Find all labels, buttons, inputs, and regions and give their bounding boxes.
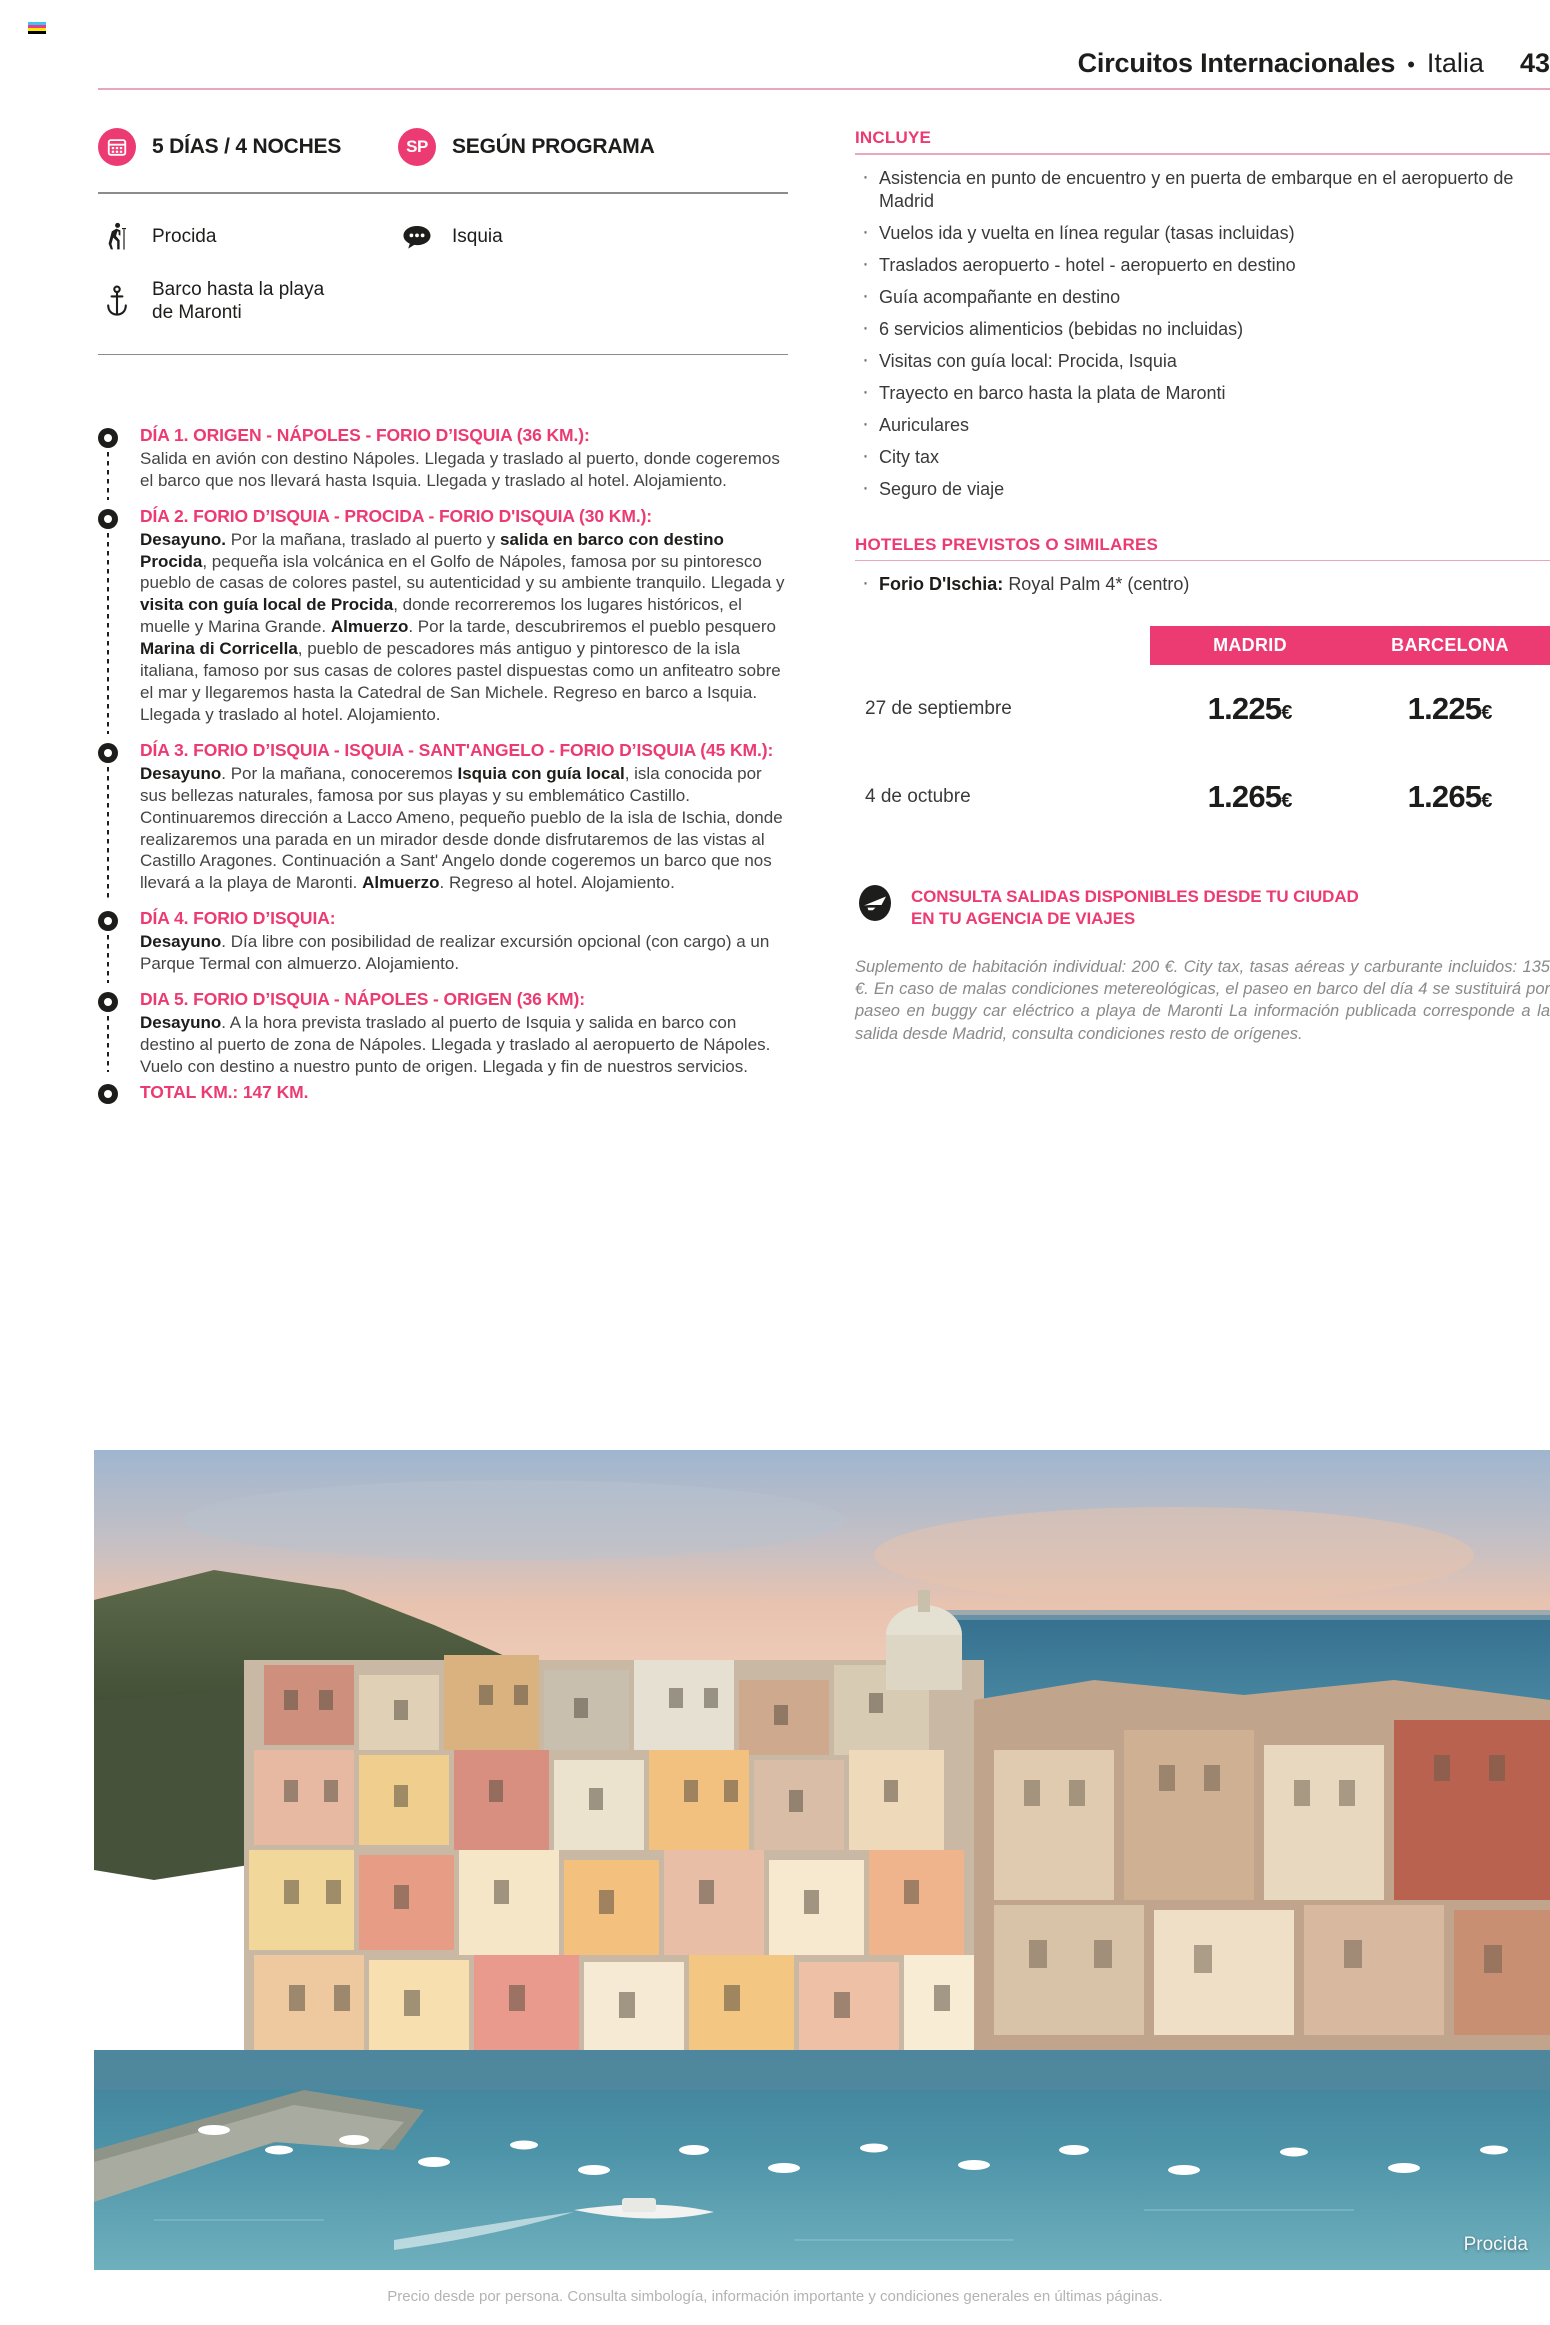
- symbol-program: [398, 128, 698, 166]
- day-title: DÍA 4. FORIO D’ISQUIA:: [140, 908, 336, 929]
- price-table-corner: [855, 626, 1150, 665]
- day-marker-icon: [98, 428, 118, 448]
- includes-list: [855, 167, 1550, 501]
- price-table-header-row: [855, 626, 1550, 665]
- consulta-callout: [855, 883, 1550, 930]
- includes-item: · Seguro de viaje: [855, 478, 1550, 501]
- day-marker-icon: [98, 992, 118, 1012]
- price-cell-madrid: 1.225€: [1207, 691, 1293, 727]
- itinerary-day: [98, 425, 788, 506]
- hotels-section: [855, 535, 1550, 597]
- day-title: DÍA 2. FORIO D’ISQUIA - PROCIDA - FORIO D'ISQUIA (30 KM.):: [140, 505, 653, 526]
- day-marker-icon: [98, 911, 118, 931]
- hiker-icon: [98, 222, 136, 252]
- includes-item: · Vuelos ida y vuelta en línea regular (tasas incluidas): [855, 222, 1550, 245]
- hotel-city: Forio D'Ischia:: [879, 574, 1004, 595]
- page-number: 43: [1519, 48, 1550, 78]
- header-divider: [98, 88, 1550, 90]
- header-country: Italia: [1426, 48, 1484, 78]
- symbol-guide-label: Isquia: [452, 225, 503, 247]
- itinerary-day: [98, 506, 788, 740]
- price-col-barcelona: BARCELONA: [1350, 626, 1550, 665]
- day-body: Desayuno. A la hora prevista traslado al puerto de Isquia y salida en barco con destino al puerto de zona de Nápoles. Llegada y traslado al aeropuerto de Nápoles. Vuelo con destino a nuestro punto de origen. Llegada y fin de nuestros servicios.: [140, 1012, 771, 1076]
- cmyk-registration-mark: [28, 22, 46, 34]
- currency-symbol: €: [1281, 702, 1293, 725]
- includes-item: · Trayecto en barco hasta la plata de Maronti: [855, 382, 1550, 405]
- currency-symbol: €: [1481, 702, 1493, 725]
- hotels-list: [855, 573, 1550, 596]
- day-connector-line: [107, 452, 109, 500]
- symbol-visit: [98, 222, 398, 252]
- day-marker-icon: [98, 1084, 118, 1104]
- header-separator: •: [1407, 52, 1415, 77]
- anchor-icon: [98, 285, 136, 317]
- itinerary-day: [98, 989, 788, 1078]
- includes-item: · Visitas con guía local: Procida, Isquia: [855, 350, 1550, 373]
- symbol-duration-label: 5 DÍAS / 4 NOCHES: [152, 135, 342, 158]
- includes-item: · Asistencia en punto de encuentro y en puerta de embarque en el aeropuerto de Madrid: [855, 167, 1550, 213]
- day-marker-icon: [98, 509, 118, 529]
- currency-symbol: €: [1281, 790, 1293, 813]
- price-row: [855, 753, 1550, 841]
- day-title: DÍA 1. ORIGEN - NÁPOLES - FORIO D’ISQUIA (36 KM.):: [140, 425, 590, 445]
- destination-photo: [94, 1450, 1550, 2270]
- includes-item: · Auriculares: [855, 414, 1550, 437]
- day-connector-line: [107, 767, 109, 902]
- itinerary-day: [98, 740, 788, 908]
- price-table: [855, 626, 1550, 841]
- footer-disclaimer: Precio desde por persona. Consulta simbología, información importante y condiciones generales en últimas páginas.: [387, 2288, 1163, 2305]
- symbol-program-label: SEGÚN PROGRAMA: [452, 135, 655, 158]
- includes-heading: INCLUYE: [855, 128, 932, 147]
- hotels-rule: [855, 560, 1550, 562]
- sp-badge-icon: [398, 128, 436, 166]
- hotel-name: Royal Palm 4* (centro): [1008, 574, 1190, 595]
- total-km-label: TOTAL KM.: 147 KM.: [140, 1081, 309, 1102]
- sp-badge-text: SP: [406, 137, 428, 156]
- price-cell-barcelona: 1.265€: [1407, 779, 1493, 815]
- day-body: Desayuno. Día libre con posibilidad de realizar excursión opcional (con cargo) a un Parque Termal con almuerzo. Alojamiento.: [140, 932, 770, 974]
- procida-harbour-illustration: [94, 1450, 1550, 2270]
- price-row: [855, 665, 1550, 753]
- symbol-visit-label: Procida: [152, 225, 217, 247]
- includes-item: · Traslados aeropuerto - hotel - aeropuerto en destino: [855, 254, 1550, 277]
- price-date: 4 de octubre: [865, 786, 971, 808]
- total-km-row: [98, 1082, 788, 1103]
- consulta-text: CONSULTA SALIDAS DISPONIBLES DESDE TU CIUDAD EN TU AGENCIA DE VIAJES: [911, 887, 1359, 929]
- price-col-madrid: MADRID: [1150, 626, 1350, 665]
- day-title: DÍA 3. FORIO D’ISQUIA - ISQUIA - SANT'ANGELO - FORIO D’ISQUIA (45 KM.):: [140, 739, 774, 760]
- hotel-item: [855, 573, 1550, 596]
- symbols-panel: [98, 128, 788, 355]
- day-body: Salida en avión con destino Nápoles. Llegada y traslado al puerto, donde cogeremos el barco que nos llevará hasta Isquia. Llegada y traslado al hotel. Alojamiento.: [140, 448, 780, 490]
- page-header: [98, 48, 1550, 79]
- includes-item: · Guía acompañante en destino: [855, 286, 1550, 309]
- includes-rule: [855, 153, 1550, 155]
- price-cell-madrid: 1.265€: [1207, 779, 1293, 815]
- fineprint-note: Suplemento de habitación individual: 200 €. City tax, tasas aéreas y carburante incluidos: 135 €. En caso de malas condiciones metereológicas, el paseo en barco del día 4 se sustituirá por paseo en buggy car eléctrico a playa de Maronti La información publicada corresponde a la salida desde Madrid, consulta condiciones resto de orígenes.: [855, 957, 1550, 1043]
- itinerary-day: [98, 908, 788, 989]
- day-marker-icon: [98, 743, 118, 763]
- includes-item: · 6 servicios alimenticios (bebidas no incluidas): [855, 318, 1550, 341]
- header-title: Circuitos Internacionales: [1077, 48, 1396, 78]
- speech-bubble-icon: [398, 224, 436, 250]
- price-cell-barcelona: 1.225€: [1407, 691, 1493, 727]
- photo-caption: Procida: [1463, 2234, 1528, 2255]
- itinerary-list: [98, 425, 788, 1103]
- day-body: Desayuno. Por la mañana, traslado al puerto y salida en barco con destino Procida, pequeña isla volcánica en el Golfo de Nápoles, famosa por su pintoresco pueblo de casas de colores pastel, su autenticidad y su ambiente tranquilo. Llegada y visita con guía local de Procida, donde recorreremos los lugares históricos, el muelle y Marina Grande. Almuerzo. Por la tarde, descubriremos el pueblo pesquero Marina di Corricella, pueblo de pescadores más antiguo y pintoresco de la isla italiana, famoso por sus casas de colores pastel dispuestas como un anfiteatro sobre el mar y llegaremos hasta la Catedral de San Michele. Regreso en barco a Isquia. Llegada y traslado al hotel. Alojamiento.: [140, 529, 785, 724]
- day-body: Desayuno. Por la mañana, conoceremos Isquia con guía local, isla conocida por sus bellezas naturales, famosa por sus playas y su emblemático Castillo. Continuaremos dirección a Lacco Ameno, pequeño pueblo de la isla de Ischia, donde realizaremos una parada en un mirador desde donde disfrutaremos de las vistas al Castillo Aragones. Continuación a Sant' Angelo donde cogeremos un barco que nos llevará a la playa de Maronti. Almuerzo. Regreso al hotel. Alojamiento.: [140, 763, 783, 893]
- includes-item: · City tax: [855, 446, 1550, 469]
- price-date: 27 de septiembre: [865, 698, 1012, 720]
- day-connector-line: [107, 1016, 109, 1072]
- symbol-boat: [98, 278, 398, 324]
- symbols-bottom-divider: [98, 354, 788, 356]
- calendar-icon: [98, 128, 136, 166]
- symbol-duration: [98, 128, 398, 166]
- symbol-boat-label: Barco hasta la playa de Maronti: [152, 278, 325, 323]
- includes-section: [855, 128, 1550, 501]
- hotels-heading: HOTELES PREVISTOS O SIMILARES: [855, 534, 1159, 554]
- currency-symbol: €: [1481, 790, 1493, 813]
- day-title: DIA 5. FORIO D’ISQUIA - NÁPOLES - ORIGEN (36 KM):: [140, 989, 585, 1010]
- details-panel: [855, 128, 1550, 1045]
- plane-badge-icon: [855, 883, 895, 923]
- day-connector-line: [107, 935, 109, 983]
- symbol-guide: [398, 222, 698, 252]
- day-connector-line: [107, 533, 109, 734]
